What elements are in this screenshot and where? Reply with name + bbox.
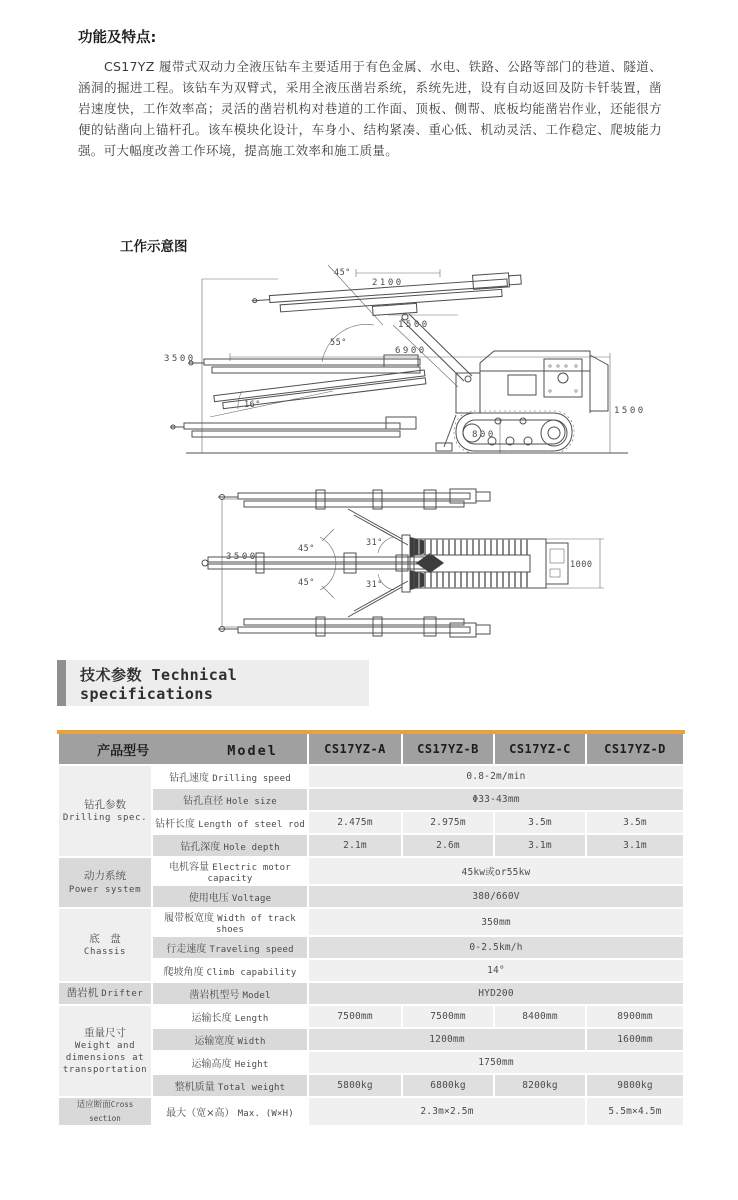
diagram-heading: 工作示意图	[120, 239, 188, 255]
category-en: Weight and dimensions at transportation	[62, 1040, 148, 1076]
features-paragraph: CS17YZ 履带式双动力全液压钻车主要适用于有色金属、水电、铁路、公路等部门的巷道、隧道、涵洞的掘进工程。该钻车为双臂式，采用全液压凿岩系统，系统先进，设有自动返回及防卡钎装置，凿岩速度快，工作效率高；灵活的凿岩机构对巷道的工作面、顶板、侧帮、底板均能凿岩作业，还能很方便的钻凿向上锚杆孔。该车模块化设计，车身小、结构紧凑、重心低、机动灵活、工作稳定、爬坡能力强。可大幅度改善工作环境，提高施工效率和施工质量。	[78, 59, 662, 158]
spec-label-cell: 最大（宽×高） Max. (W×H)	[153, 1098, 307, 1125]
spec-row	[59, 886, 683, 907]
spec-label-cell: 电机容量 Electric motor capacity	[153, 858, 307, 884]
spec-value-cell: 2.6m	[403, 835, 493, 856]
spec-value-cell: HYD200	[309, 983, 683, 1004]
spec-value-cell: 350mm	[309, 909, 683, 935]
angle-45: 45°	[334, 268, 351, 278]
spec-label-cell: 使用电压 Voltage	[153, 886, 307, 907]
category-zh: 重量尺寸	[84, 1026, 126, 1039]
spec-label-cell: 运输宽度 Width	[153, 1029, 307, 1050]
spec-label-cell: 运输长度 Length	[153, 1006, 307, 1027]
spec-value-cell: 3.5m	[495, 812, 585, 833]
spec-row	[59, 789, 683, 810]
spec-row	[59, 1098, 683, 1125]
category-zh: 适应断面	[76, 1100, 111, 1110]
angle-31-upper: 31°	[366, 538, 383, 548]
top-view-diagram	[198, 477, 638, 650]
spec-row	[59, 812, 683, 833]
angle-55: 55°	[330, 338, 347, 348]
spec-row	[59, 937, 683, 958]
header-product-zh: 产品型号	[97, 743, 150, 759]
dim-2100: 2100	[372, 278, 404, 288]
side-view-diagram	[158, 263, 658, 465]
spec-row	[59, 1029, 683, 1050]
bottom-feed-beam	[170, 417, 416, 437]
spec-value-cell: 45kw或or55kw	[309, 858, 683, 884]
top-dimension-lines	[222, 499, 604, 627]
spec-value-cell: 5.5m×4.5m	[587, 1098, 683, 1125]
spec-value-cell: 2.1m	[309, 835, 401, 856]
spec-label-cell: 爬坡角度 Climb capability	[153, 960, 307, 981]
dim-1500-right: 1500	[614, 406, 646, 416]
category-chassis	[59, 909, 151, 981]
spec-value-cell: 5800kg	[309, 1075, 401, 1096]
category-en: Chassis	[83, 947, 127, 958]
category-zh: 动力系统	[84, 870, 126, 883]
header-product-model	[59, 734, 307, 764]
spec-value-cell: 1600mm	[587, 1029, 683, 1050]
category-zh: 底 盘	[89, 932, 121, 945]
header-model-a: CS17YZ-A	[309, 734, 401, 764]
angle-45-upper: 45°	[298, 544, 315, 554]
spec-value-cell: 7500mm	[403, 1006, 493, 1027]
spec-value-cell: 3.1m	[495, 835, 585, 856]
spec-row	[59, 983, 683, 1004]
header-model-d: CS17YZ-D	[587, 734, 683, 764]
header-model-c: CS17YZ-C	[495, 734, 585, 764]
angle-16: 16°	[244, 400, 261, 410]
spec-value-cell: 2.475m	[309, 812, 401, 833]
spec-row	[59, 835, 683, 856]
crawler-track	[436, 411, 574, 453]
spec-value-cell: 8200kg	[495, 1075, 585, 1096]
category-weight-dimensions	[59, 1006, 151, 1096]
spec-value-cell: 3.1m	[587, 835, 683, 856]
spec-label-cell: 钻孔速度 Drilling speed	[153, 766, 307, 787]
angle-45-lower: 45°	[298, 578, 315, 588]
spec-value-cell: 1750mm	[309, 1052, 683, 1073]
dim-3500: 3500	[164, 354, 196, 364]
header-model-b: CS17YZ-B	[403, 734, 493, 764]
spec-label-cell: 履带板宽度 Width of track shoes	[153, 909, 307, 935]
spec-value-cell: 8900mm	[587, 1006, 683, 1027]
spec-label-cell: 整机质量 Total weight	[153, 1075, 307, 1096]
spec-row	[59, 1006, 683, 1027]
category-en: Cross section	[89, 1100, 134, 1123]
category-zh: 钻孔参数	[84, 798, 126, 811]
banner-accent-bar	[57, 660, 66, 706]
spec-table	[57, 732, 685, 1127]
spec-label-cell: 行走速度 Traveling speed	[153, 937, 307, 958]
spec-row	[59, 960, 683, 981]
category-power-system	[59, 858, 151, 907]
header-model-en: Model	[227, 742, 278, 759]
dim-1500-feed: 1500	[398, 320, 430, 330]
banner-title: 技术参数 Technical specifications	[80, 665, 238, 703]
carrier-body	[402, 535, 568, 592]
table-header-row	[59, 734, 683, 764]
spec-label-cell: 钻孔直径 Hole size	[153, 789, 307, 810]
lower-feed-beam	[218, 617, 490, 637]
category-cross-section	[59, 1098, 151, 1125]
spec-row	[59, 1052, 683, 1073]
spec-banner	[57, 660, 369, 706]
middle-feed-beam	[188, 355, 420, 373]
dim-1000: 1000	[570, 560, 593, 570]
spec-value-cell: 380/660V	[309, 886, 683, 907]
spec-value-cell: 7500mm	[309, 1006, 401, 1027]
spec-value-cell: 1200mm	[309, 1029, 585, 1050]
spec-label-cell: 凿岩机型号 Model	[153, 983, 307, 1004]
upper-feed-beam	[218, 489, 490, 509]
spec-row	[59, 858, 683, 884]
spec-value-cell: 2.975m	[403, 812, 493, 833]
spec-value-cell: 3.5m	[587, 812, 683, 833]
spec-value-cell: 8400mm	[495, 1006, 585, 1027]
spec-value-cell: 2.3m×2.5m	[309, 1098, 585, 1125]
features-section	[0, 0, 738, 161]
spec-row	[59, 766, 683, 787]
swing-booms	[348, 509, 408, 617]
dim-800: 800	[472, 430, 496, 440]
angle-31-lower: 31°	[366, 580, 383, 590]
spec-value-cell: 9800kg	[587, 1075, 683, 1096]
machine-body	[456, 351, 608, 413]
category-drilling-spec	[59, 766, 151, 856]
spec-value-cell: Φ33-43mm	[309, 789, 683, 810]
spec-label-cell: 钻杆长度 Length of steel rod	[153, 812, 307, 833]
category-zh: 凿岩机	[66, 987, 99, 1000]
spec-row	[59, 1075, 683, 1096]
spec-value-cell: 6800kg	[403, 1075, 493, 1096]
category-en: Drifter	[101, 989, 144, 1000]
spec-value-cell: 14°	[309, 960, 683, 981]
spec-row	[59, 909, 683, 935]
category-en: Power system	[68, 884, 142, 895]
category-drifter	[59, 983, 151, 1004]
category-en: Drilling spec.	[62, 813, 148, 824]
spec-label-cell: 运输高度 Height	[153, 1052, 307, 1073]
dim-6900: 6900	[395, 346, 427, 356]
spec-value-cell: 0-2.5km/h	[309, 937, 683, 958]
spec-table-section	[57, 730, 685, 1127]
features-heading: 功能及特点:	[78, 30, 157, 46]
spec-label-cell: 钻孔深度 Hole depth	[153, 835, 307, 856]
dim-3500-top: 3500	[226, 552, 258, 562]
spec-value-cell: 0.8-2m/min	[309, 766, 683, 787]
